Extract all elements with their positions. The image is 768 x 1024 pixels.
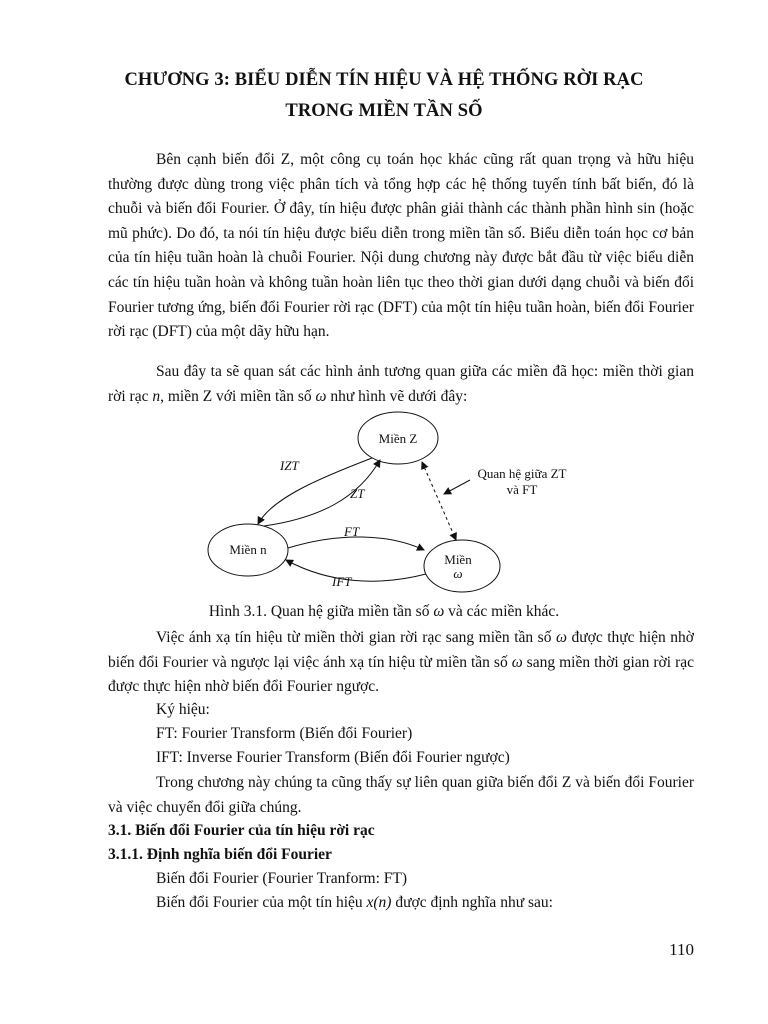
section-heading-3-1-1: 3.1.1. Định nghĩa biến đổi Fourier bbox=[108, 846, 332, 863]
ift-label: IFT bbox=[332, 574, 352, 589]
paragraph-3-text-a: Việc ánh xạ tín hiệu từ miền thời gian rời rạc sang miền tần số bbox=[156, 629, 556, 646]
intro-paragraph-2 bbox=[108, 360, 694, 409]
ift-arrow bbox=[286, 560, 426, 581]
intro-paragraph-1 bbox=[108, 148, 694, 345]
signal-expression: x(n) bbox=[366, 894, 392, 911]
var-n: n bbox=[152, 387, 161, 405]
omega-symbol: ω bbox=[555, 629, 567, 646]
omega-symbol: ω bbox=[433, 603, 445, 620]
intro-paragraph-2-text: Sau đây ta sẽ quan sát các hình ảnh tương quan giữa các miền đã học: miền thời gian rời rạc bbox=[108, 363, 694, 405]
zt-ft-relation-dashed bbox=[422, 462, 456, 540]
ft-definition: FT: Fourier Transform (Biến đổi Fourier) bbox=[156, 725, 413, 742]
paragraph-3-text-c: sang miền thời gian rời rạc được thực hiện nhờ biến đổi Fourier ngược. bbox=[108, 653, 694, 696]
ft-label: FT bbox=[344, 524, 360, 539]
notation-heading: Ký hiệu: bbox=[156, 701, 210, 718]
ift-definition: IFT: Inverse Fourier Transform (Biến đổi Fourier ngược) bbox=[156, 749, 510, 766]
intro-paragraph-1-text: Bên cạnh biến đổi Z, một công cụ toán học khác cũng rất quan trọng và hữu hiệu thường được dùng trong việc phân tích và tổng hợp các hệ thống tuyến tính bất biến, đó là chuỗi và biến đổi Fourier. Ở đây, tín hiệu được phân giải thành các thành phần hình sin (hoặc mũ phức). Do đó, ta nói tín hiệu được biểu diễn trong miền tần số. Biểu diễn toán học cơ bản của tín hiệu tuần hoàn là chuỗi Fourier. Nội dung chương này được bắt đầu từ việc biểu diễn các tín hiệu tuần hoàn và không tuần hoàn liên tục theo thời gian dưới dạng chuỗi và biến đổi Fourier tương ứng, biến đổi Fourier rời rạc (DFT) của một tín hiệu tuần hoàn, biến đổi Fourier rời rạc (DFT) của một dãy hữu hạn. bbox=[108, 151, 694, 341]
paragraph-4 bbox=[108, 771, 694, 820]
figure-caption bbox=[0, 603, 768, 621]
paragraph-3 bbox=[108, 626, 694, 700]
paragraph-4-text: Trong chương này chúng ta cũng thấy sự liên quan giữa biến đổi Z và biến đổi Fourier và việc chuyển đổi giữa chúng. bbox=[108, 774, 694, 816]
section-heading-3-1: 3.1. Biến đổi Fourier của tín hiệu rời rạc bbox=[108, 822, 375, 839]
page-number: 110 bbox=[669, 940, 694, 959]
chapter-title-line1: CHƯƠNG 3: BIỂU DIỄN TÍN HIỆU VÀ HỆ THỐNG RỜI RẠC bbox=[124, 70, 644, 90]
ft-intro-text: Biến đổi Fourier của một tín hiệu bbox=[156, 894, 367, 911]
domain-relationship-diagram bbox=[200, 408, 600, 598]
note-label-1: Quan hệ giữa ZT bbox=[477, 466, 567, 481]
ft-intro-text-end: được định nghĩa như sau: bbox=[391, 894, 553, 911]
omega-symbol: ω bbox=[511, 653, 523, 671]
node-omega-label-1: Miền bbox=[444, 552, 472, 567]
intro-paragraph-2-end: như hình vẽ dưới đây: bbox=[326, 387, 468, 405]
ft-intro-line bbox=[156, 894, 742, 912]
ft-name-line: Biến đổi Fourier (Fourier Tranform: FT) bbox=[156, 870, 407, 887]
note-label-2: và FT bbox=[506, 482, 538, 497]
chapter-title-line2: TRONG MIỀN TẦN SỐ bbox=[285, 101, 483, 121]
izt-label: IZT bbox=[280, 458, 299, 473]
paragraph-3-text-b: được thực hiện nhờ biến đổi Fourier và ngược lại việc ánh xạ tín hiệu từ miền tần số bbox=[108, 629, 694, 671]
caption-text-end: và các miền khác. bbox=[444, 603, 560, 620]
caption-text: Hình 3.1. Quan hệ giữa miền tần số bbox=[208, 603, 434, 620]
omega-symbol: ω bbox=[315, 387, 327, 405]
intro-paragraph-2-mid: , miền Z với miền tần số bbox=[160, 387, 316, 405]
node-n-label: Miền n bbox=[229, 542, 267, 557]
zt-label: ZT bbox=[350, 486, 365, 501]
node-omega-label-2: ω bbox=[453, 566, 463, 581]
note-pointer-arrow bbox=[444, 480, 470, 494]
node-z-label: Miền Z bbox=[378, 431, 418, 446]
